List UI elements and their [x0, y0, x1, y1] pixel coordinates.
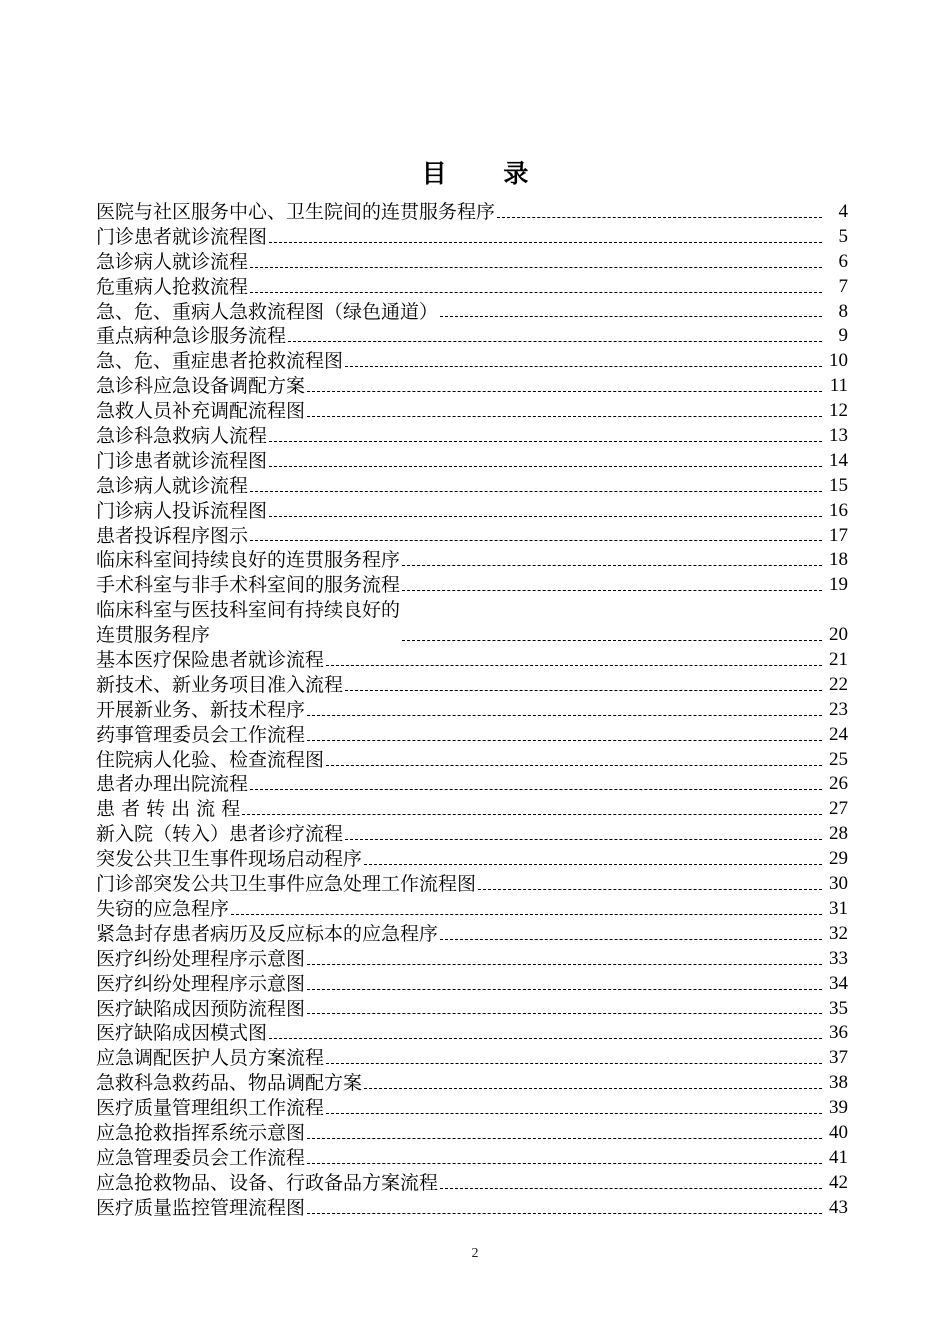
toc-entry[interactable] [96, 748, 848, 773]
toc-leader-dashes [345, 366, 822, 367]
toc-entry[interactable] [96, 374, 848, 399]
toc-leader-dashes [307, 1163, 822, 1164]
toc-entry-page: 37 [829, 1047, 848, 1069]
toc-entry-page: 17 [829, 524, 848, 546]
toc-leader-dashes [307, 391, 822, 392]
toc-entry[interactable] [96, 424, 848, 449]
toc-entry[interactable] [96, 797, 848, 822]
toc-leader-dashes [307, 1138, 822, 1139]
toc-entry-label: 药事管理委员会工作流程 [96, 723, 306, 746]
toc-leader-dashes [440, 1188, 822, 1189]
toc-leader-dashes [364, 864, 822, 865]
toc-leader-dashes [345, 690, 822, 691]
toc-entry-label: 急、危、重病人急救流程图（绿色通道） [96, 300, 439, 323]
toc-entry[interactable] [96, 499, 848, 524]
toc-entry-page: 24 [829, 723, 848, 745]
toc-leader-dashes [402, 640, 822, 641]
toc-leader-dashes [440, 316, 822, 317]
toc-entry-page: 42 [829, 1171, 848, 1193]
toc-entry-page: 33 [829, 947, 848, 969]
toc-leader-dashes [326, 1113, 822, 1114]
toc-entry-page: 31 [829, 897, 848, 919]
toc-entry-page: 11 [829, 375, 848, 397]
toc-entry-label: 门诊患者就诊流程图 [96, 225, 268, 248]
toc-entry-label: 急诊病人就诊流程 [96, 474, 249, 497]
toc-entry[interactable] [96, 548, 848, 573]
toc-entry-label: 医疗缺陷成因预防流程图 [96, 997, 306, 1020]
toc-leader-dashes [231, 914, 822, 915]
toc-entry[interactable] [96, 922, 848, 947]
toc-entry-label: 临床科室与医技科室间有持续良好的 连贯服务程序 [96, 599, 401, 647]
toc-entry-page: 8 [838, 300, 848, 322]
toc-entry-label: 急救科急救药品、物品调配方案 [96, 1072, 363, 1095]
toc-entry-label: 医疗质量管理组织工作流程 [96, 1097, 325, 1120]
toc-entry[interactable] [96, 399, 848, 424]
toc-entry[interactable] [96, 872, 848, 897]
toc-entry-page: 20 [829, 624, 848, 646]
toc-entry[interactable] [96, 997, 848, 1022]
toc-entry-page: 38 [829, 1072, 848, 1094]
toc-entry[interactable] [96, 1196, 848, 1221]
toc-leader-dashes [326, 765, 822, 766]
toc-entry[interactable] [96, 1046, 848, 1071]
toc-entry[interactable] [96, 947, 848, 972]
toc-entry[interactable] [96, 474, 848, 499]
toc-entry[interactable] [96, 1071, 848, 1096]
toc-entry-page: 10 [829, 350, 848, 372]
toc-entry[interactable] [96, 598, 848, 648]
toc-entry-label: 危重病人抢救流程 [96, 275, 249, 298]
toc-entry[interactable] [96, 1096, 848, 1121]
toc-leader-dashes [269, 1038, 822, 1039]
toc-entry[interactable] [96, 897, 848, 922]
toc-entry-label: 急诊科急救病人流程 [96, 425, 268, 447]
toc-leader-dashes [307, 1213, 822, 1214]
toc-entry-page: 18 [829, 549, 848, 571]
toc-entry-page: 19 [829, 574, 848, 596]
toc-leader-dashes [242, 814, 822, 815]
toc-entry-page: 23 [829, 698, 848, 720]
toc-entry[interactable] [96, 300, 848, 325]
toc-leader-dashes [269, 441, 822, 442]
toc-entry-page: 21 [829, 649, 848, 671]
toc-entry[interactable] [96, 449, 848, 474]
toc-entry[interactable] [96, 822, 848, 847]
toc-entry[interactable] [96, 1121, 848, 1146]
toc-entry-label: 急、危、重症患者抢救流程图 [96, 350, 344, 373]
toc-leader-dashes [250, 540, 822, 541]
toc-leader-dashes [250, 789, 822, 790]
toc-entry-page: 4 [838, 200, 848, 222]
toc-entry-label: 新技术、新业务项目准入流程 [96, 673, 344, 696]
toc-entry[interactable] [96, 573, 848, 598]
toc-entry-label: 患者投诉程序图示 [96, 524, 249, 547]
toc-entry[interactable] [96, 673, 848, 698]
toc-entry[interactable] [96, 324, 848, 349]
toc-entry-label: 临床科室间持续良好的连贯服务程序 [96, 549, 401, 572]
toc-leader-dashes [345, 839, 822, 840]
toc-entry[interactable] [96, 200, 848, 225]
toc-entry-label: 住院病人化验、检查流程图 [96, 748, 325, 771]
toc-leader-dashes [497, 217, 822, 218]
toc-leader-dashes [269, 516, 822, 517]
toc-entry[interactable] [96, 1146, 848, 1171]
toc-entry-label: 应急调配医护人员方案流程 [96, 1047, 325, 1070]
toc-entry-label: 门诊病人投诉流程图 [96, 499, 268, 522]
toc-leader-dashes [402, 565, 822, 566]
toc-leader-dashes [364, 1088, 822, 1089]
toc-leader-dashes [478, 889, 822, 890]
toc-entry-page: 7 [838, 275, 848, 297]
toc-leader-dashes [440, 939, 822, 940]
toc-entry-label: 新入院（转入）患者诊疗流程 [96, 823, 344, 846]
toc-leader-dashes [326, 665, 822, 666]
toc-entry-page: 26 [829, 773, 848, 795]
toc-entry-page: 22 [829, 673, 848, 695]
toc-entry-label: 突发公共卫生事件现场启动程序 [96, 848, 363, 871]
toc-entry-page: 34 [829, 972, 848, 994]
toc-entry-label: 应急抢救物品、设备、行政备品方案流程 [96, 1171, 439, 1194]
toc-entry-label: 手术科室与非手术科室间的服务流程 [96, 574, 401, 597]
toc-leader-dashes [288, 341, 822, 342]
toc-leader-dashes [307, 416, 822, 417]
toc-entry-label: 急诊病人就诊流程 [96, 250, 249, 273]
toc-entry[interactable] [96, 1171, 848, 1196]
toc-entry-page: 5 [838, 225, 848, 247]
toc-entry-label: 紧急封存患者病历及反应标本的应急程序 [96, 922, 439, 945]
toc-entry-label: 应急抢救指挥系统示意图 [96, 1121, 306, 1144]
toc-entry-page: 43 [829, 1196, 848, 1218]
toc-entry[interactable] [96, 648, 848, 673]
toc-entry[interactable] [96, 275, 848, 300]
toc-entry-label: 失窃的应急程序 [96, 897, 230, 920]
toc-leader-dashes [402, 590, 822, 591]
toc-entry[interactable] [96, 773, 848, 798]
toc-entry-label: 医疗缺陷成因模式图 [96, 1022, 268, 1045]
toc-entry-label: 急救人员补充调配流程图 [96, 400, 306, 423]
toc-entry-page: 25 [829, 748, 848, 770]
toc-entry-page: 32 [829, 922, 848, 944]
toc-leader-dashes [250, 292, 822, 293]
page-number: 2 [471, 1246, 479, 1261]
toc-leader-dashes [307, 1013, 822, 1014]
toc-list [96, 200, 848, 1221]
toc-entry-label: 医疗质量监控管理流程图 [96, 1196, 306, 1219]
toc-leader-dashes [250, 267, 822, 268]
toc-entry-page: 27 [829, 798, 848, 820]
toc-entry[interactable] [96, 847, 848, 872]
toc-entry-page: 9 [838, 325, 848, 347]
toc-entry-page: 39 [829, 1097, 848, 1119]
toc-leader-dashes [307, 989, 822, 990]
toc-entry-label: 应急管理委员会工作流程 [96, 1146, 306, 1169]
toc-entry-page: 29 [829, 848, 848, 870]
toc-entry[interactable] [96, 225, 848, 250]
toc-entry-page: 36 [829, 1022, 848, 1044]
toc-leader-dashes [269, 242, 822, 243]
toc-title: 目 录 [421, 159, 553, 188]
toc-entry-page: 35 [829, 997, 848, 1019]
toc-entry-label: 医疗纠纷处理程序示意图 [96, 947, 306, 970]
toc-entry[interactable] [96, 349, 848, 374]
toc-entry-label: 患者办理出院流程 [96, 773, 249, 796]
toc-entry-label: 医疗纠纷处理程序示意图 [96, 972, 306, 995]
toc-entry-page: 14 [829, 449, 848, 471]
toc-entry-page: 12 [829, 400, 848, 422]
toc-leader-dashes [307, 715, 822, 716]
toc-entry[interactable] [96, 698, 848, 723]
toc-entry-page: 40 [829, 1121, 848, 1143]
toc-entry-page: 15 [829, 474, 848, 496]
toc-leader-dashes [307, 964, 822, 965]
toc-entry-label: 急诊科应急设备调配方案 [96, 375, 306, 398]
toc-entry-label: 门诊患者就诊流程图 [96, 449, 268, 472]
toc-entry-label: 基本医疗保险患者就诊流程 [96, 649, 325, 672]
toc-entry-label: 开展新业务、新技术程序 [96, 698, 306, 721]
toc-leader-dashes [269, 466, 822, 467]
toc-entry-label: 门诊部突发公共卫生事件应急处理工作流程图 [96, 873, 477, 896]
toc-entry[interactable] [96, 1021, 848, 1046]
toc-entry-page: 16 [829, 499, 848, 521]
toc-entry-label: 患 者 转 出 流 程 [96, 798, 241, 821]
toc-entry-page: 30 [829, 873, 848, 895]
toc-leader-dashes [326, 1063, 822, 1064]
toc-entry-page: 6 [838, 250, 848, 272]
toc-entry-label: 重点病种急诊服务流程 [96, 325, 287, 348]
toc-entry[interactable] [96, 972, 848, 997]
toc-entry[interactable] [96, 250, 848, 275]
toc-leader-dashes [250, 491, 822, 492]
toc-entry-page: 13 [829, 425, 848, 446]
toc-entry[interactable] [96, 723, 848, 748]
toc-entry-page: 28 [829, 823, 848, 845]
toc-entry-page: 41 [829, 1146, 848, 1168]
toc-leader-dashes [307, 740, 822, 741]
toc-entry-label: 医院与社区服务中心、卫生院间的连贯服务程序 [96, 200, 496, 223]
toc-entry[interactable] [96, 524, 848, 549]
